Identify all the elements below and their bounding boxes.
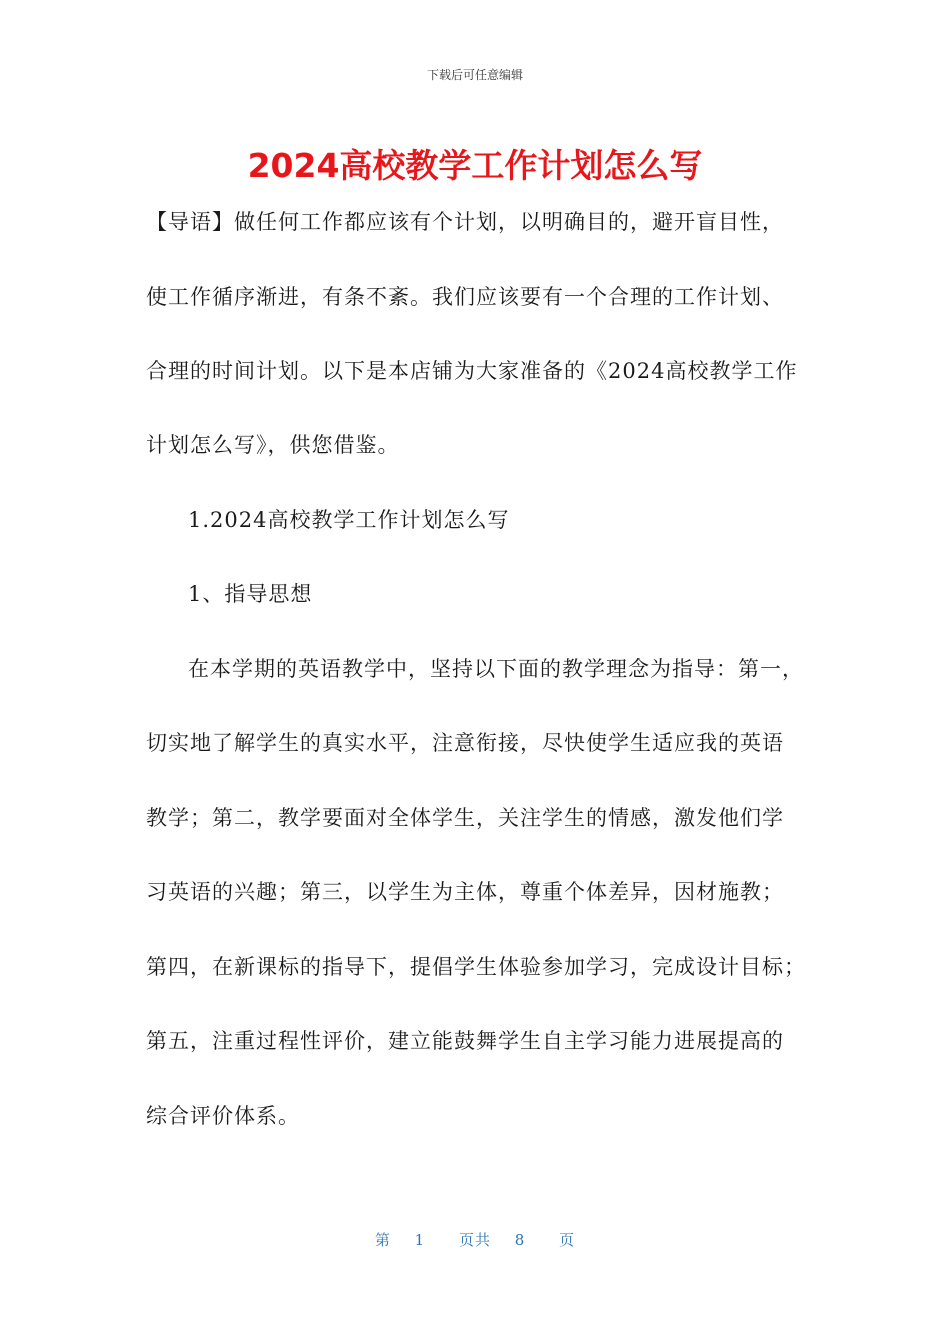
page-header: 下载后可任意编辑 xyxy=(426,68,523,82)
body-line: 切实地了解学生的真实水平，注意衔接，尽快使学生适应我的英语 xyxy=(146,731,784,755)
intro-line: 计划怎么写》，供您借鉴。 xyxy=(146,433,400,457)
section-heading: 1.2024高校教学工作计划怎么写 xyxy=(188,508,510,532)
footer-middle: 页共 xyxy=(458,1231,491,1249)
body-line: 习英语的兴趣；第三，以学生为主体，尊重个体差异，因材施教； xyxy=(146,880,784,904)
body-line: 第四，在新课标的指导下，提倡学生体验参加学习，完成设计目标； xyxy=(146,955,806,979)
page-footer xyxy=(0,1229,950,1250)
footer-prefix: 第 xyxy=(374,1231,391,1249)
body-line: 综合评价体系。 xyxy=(146,1104,300,1128)
footer-suffix: 页 xyxy=(559,1231,576,1249)
intro-line: 【导语】做任何工作都应该有个计划，以明确目的，避开盲目性， xyxy=(146,210,784,234)
document-title: 2024高校教学工作计划怎么写 xyxy=(247,146,703,185)
body-line: 教学；第二，教学要面对全体学生，关注学生的情感，激发他们学 xyxy=(146,806,784,830)
body-line: 第五，注重过程性评价，建立能鼓舞学生自主学习能力进展提高的 xyxy=(146,1029,784,1053)
intro-line: 使工作循序渐进，有条不紊。我们应该要有一个合理的工作计划、 xyxy=(146,285,784,309)
intro-line: 合理的时间计划。以下是本店铺为大家准备的《2024高校教学工作 xyxy=(146,359,798,383)
footer-current-page: 1 xyxy=(414,1231,426,1249)
subsection-heading: 1、指导思想 xyxy=(188,582,313,606)
footer-total-pages: 8 xyxy=(514,1231,526,1249)
body-line: 在本学期的英语教学中，坚持以下面的教学理念为指导：第一， xyxy=(188,657,804,681)
